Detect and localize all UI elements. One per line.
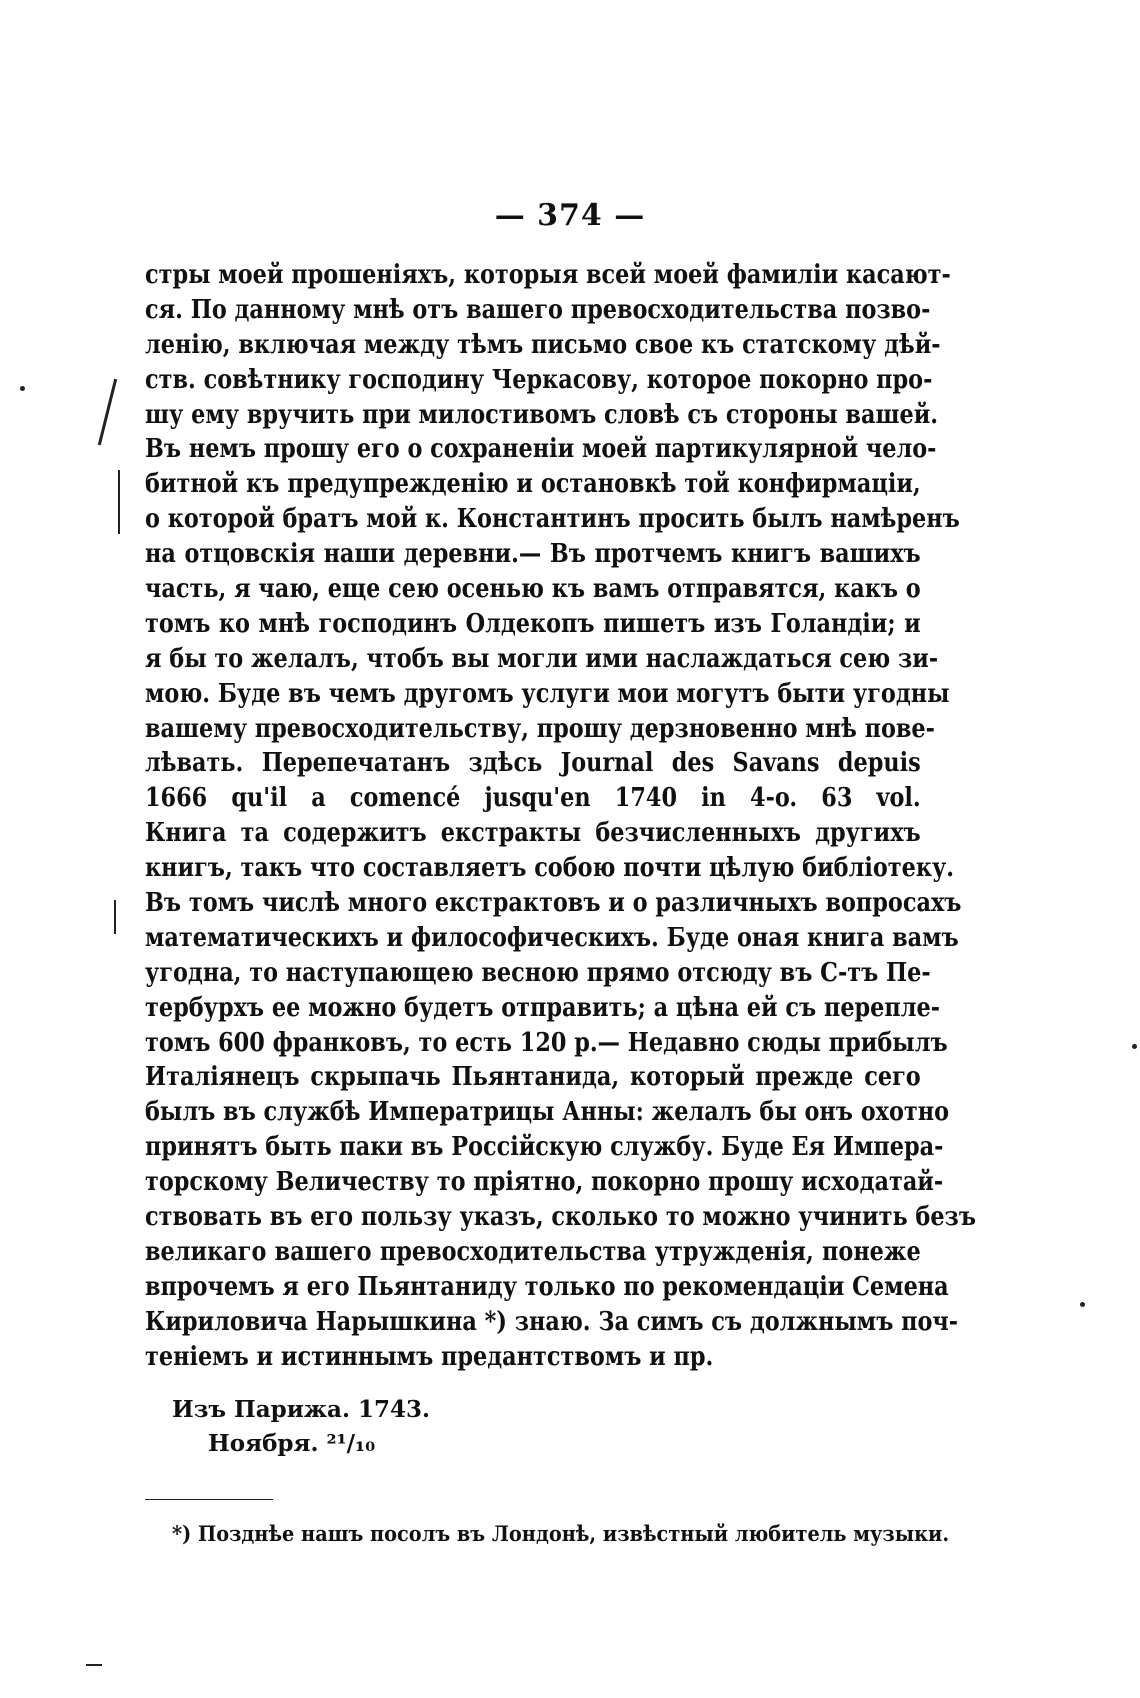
margin-dot [1080, 1302, 1085, 1307]
footnote: *) Позднѣе нашъ посолъ въ Лондонѣ, извѣстный любитель музыки. [172, 1521, 950, 1546]
footnote-divider [145, 1499, 273, 1500]
text-line: Въ немъ прошу его о сохраненіи моей партикулярной чело- [145, 434, 937, 465]
text-line: ств. совѣтнику господину Черкасову, которое покорно про- [145, 364, 933, 395]
text-line: тербурхъ ее можно будетъ отправить; а цѣна ей съ перепле- [145, 992, 941, 1023]
margin-stroke [118, 470, 120, 534]
margin-dot [20, 386, 25, 391]
text-line: теніемъ и истиннымъ предантствомъ и пр. [145, 1341, 714, 1372]
text-line: книгъ, такъ что составляетъ собою почти цѣлую библіотеку. [145, 853, 955, 884]
text-line: стры моей прошеніяхъ, которыя всей моей фамиліи касают- [145, 260, 951, 290]
text-line: торскому Величеству то пріятно, покорно прошу исходатай- [145, 1167, 944, 1198]
text-line: я бы то желалъ, чтобъ вы могли ими наслаждаться сею зи- [145, 643, 939, 674]
text-line: томъ ко мнѣ господинъ Олдекопъ пишетъ изъ Голандіи; и [145, 608, 921, 639]
text-line: мою. Буде въ чемъ другомъ услуги мои могутъ быти угодны [145, 678, 950, 709]
text-line: лѣвать. Перепечатанъ здѣсь Journal des Savans depuis [145, 748, 921, 779]
margin-stroke [98, 379, 117, 446]
text-line: ленію, включая между тѣмъ письмо свое къ статскому дѣй- [145, 329, 941, 360]
text-line: математическихъ и философическихъ. Буде оная книга вамъ [145, 922, 959, 953]
page-number: — 374 — [494, 198, 646, 233]
text-line: Кириловича Нарышкина *) знаю. За симъ съ должнымъ поч- [145, 1306, 959, 1337]
text-line: вашему превосходительству, прошу дерзновенно мнѣ пове- [145, 713, 935, 744]
signoff-place-year: Изъ Парижа. 1743. [172, 1396, 430, 1423]
text-line: 1666 qu'il a comencé jusqu'en 1740 in 4-o. 63 vol. [145, 783, 921, 814]
text-line: на отцовскія наши деревни.— Въ протчемъ книгъ вашихъ [145, 539, 921, 570]
text-line: угодна, то наступающею весною прямо отсюду въ С-тъ Пе- [145, 957, 931, 988]
text-line: былъ въ службѣ Императрицы Анны: желалъ бы онъ охотно [145, 1097, 950, 1128]
margin-dot [1132, 1044, 1137, 1049]
margin-stroke [114, 900, 116, 934]
letter-signoff [172, 1393, 430, 1461]
margin-dash [86, 1664, 102, 1666]
text-line: ся. По данному мнѣ отъ вашего превосходительства позво- [145, 294, 931, 325]
text-line: часть, я чаю, еще сею осенью къ вамъ отправятся, какъ о [145, 574, 921, 605]
text-line: шу ему вручить при милостивомъ словѣ съ стороны вашей. [145, 399, 939, 430]
text-line: Книга та содержитъ екстракты безчисленныхъ другихъ [145, 818, 921, 849]
text-line: битной къ предупрежденію и остановкѣ той конфирмаціи, [145, 469, 921, 500]
signoff-date: Ноября. ²¹/₁₀ [208, 1430, 376, 1457]
text-line: о которой братъ мой к. Константинъ просить былъ намѣренъ [145, 504, 960, 535]
text-line: великаго вашего превосходительства утружденія, понеже [145, 1236, 921, 1267]
body-text [145, 258, 976, 1375]
text-line: принятъ быть паки въ Россійскую службу. Буде Ея Импера- [145, 1132, 944, 1163]
text-line: Въ томъ числѣ много екстрактовъ и о различныхъ вопросахъ [145, 888, 962, 919]
text-line: Италіянецъ скрыпачь Пьянтанида, который прежде сего [145, 1062, 921, 1093]
text-line: впрочемъ я его Пьянтаниду только по рекомендаціи Семена [145, 1271, 949, 1302]
text-line: ствовать въ его пользу указъ, сколько то можно учинить безъ [145, 1202, 976, 1233]
text-line: томъ 600 франковъ, то есть 120 р.— Недавно сюды прибылъ [145, 1027, 948, 1058]
